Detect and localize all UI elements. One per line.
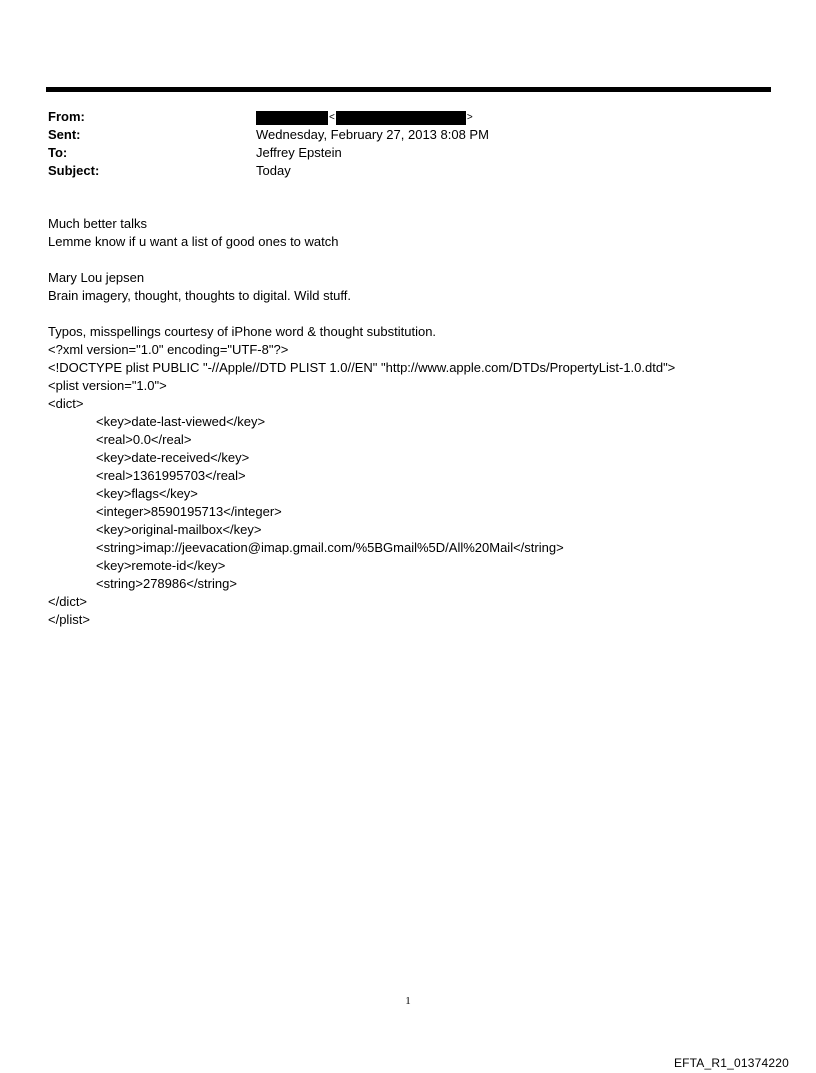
- plist-line: </dict>: [48, 594, 88, 609]
- redaction-box: [256, 111, 328, 125]
- body-line: Lemme know if u want a list of good ones to watch: [48, 234, 339, 249]
- from-open-bracket: <: [329, 111, 335, 123]
- document-id: EFTA_R1_01374220: [673, 1056, 789, 1070]
- sent-value: Wednesday, February 27, 2013 8:08 PM: [256, 127, 489, 142]
- plist-line: <dict>: [48, 396, 84, 411]
- plist-line: <string>278986</string>: [96, 576, 237, 591]
- subject-value: Today: [256, 163, 291, 178]
- plist-line: <integer>8590195713</integer>: [96, 504, 282, 519]
- subject-label: Subject:: [48, 163, 100, 178]
- body-line: Mary Lou jepsen: [48, 270, 145, 285]
- redaction-box: [336, 111, 466, 125]
- header-rule: [46, 87, 771, 92]
- to-label: To:: [48, 145, 68, 160]
- from-value: [256, 108, 474, 127]
- from-label: From:: [48, 109, 85, 124]
- plist-line: <string>imap://jeevacation@imap.gmail.com/%5BGmail%5D/All%20Mail</string>: [96, 540, 564, 555]
- email-header: [48, 108, 748, 180]
- plist-line: <real>0.0</real>: [96, 432, 192, 447]
- plist-line: <key>remote-id</key>: [96, 558, 226, 573]
- to-value: Jeffrey Epstein: [256, 145, 342, 160]
- page-number: 1: [405, 995, 411, 1007]
- plist-line: <?xml version="1.0" encoding="UTF-8"?>: [48, 342, 289, 357]
- from-row: [48, 108, 748, 126]
- from-close-bracket: >: [466, 111, 473, 123]
- plist-line: <key>flags</key>: [96, 486, 198, 501]
- plist-line: <real>1361995703</real>: [96, 468, 246, 483]
- sent-row: [48, 126, 748, 144]
- body-line: Typos, misspellings courtesy of iPhone word & thought substitution.: [48, 324, 437, 339]
- body-line: Much better talks: [48, 216, 147, 231]
- plist-line: </plist>: [48, 612, 90, 627]
- sent-label: Sent:: [48, 127, 81, 142]
- to-row: [48, 144, 748, 162]
- plist-line: <key>date-received</key>: [96, 450, 250, 465]
- subject-row: [48, 162, 748, 180]
- plist-line: <!DOCTYPE plist PUBLIC "-//Apple//DTD PLIST 1.0//EN" "http://www.apple.com/DTDs/PropertyList-1.0.dtd">: [48, 360, 676, 375]
- plist-line: <key>original-mailbox</key>: [96, 522, 262, 537]
- body-line: Brain imagery, thought, thoughts to digital. Wild stuff.: [48, 288, 352, 303]
- plist-line: <plist version="1.0">: [48, 378, 167, 393]
- plist-line: <key>date-last-viewed</key>: [96, 414, 266, 429]
- email-body: [48, 215, 778, 629]
